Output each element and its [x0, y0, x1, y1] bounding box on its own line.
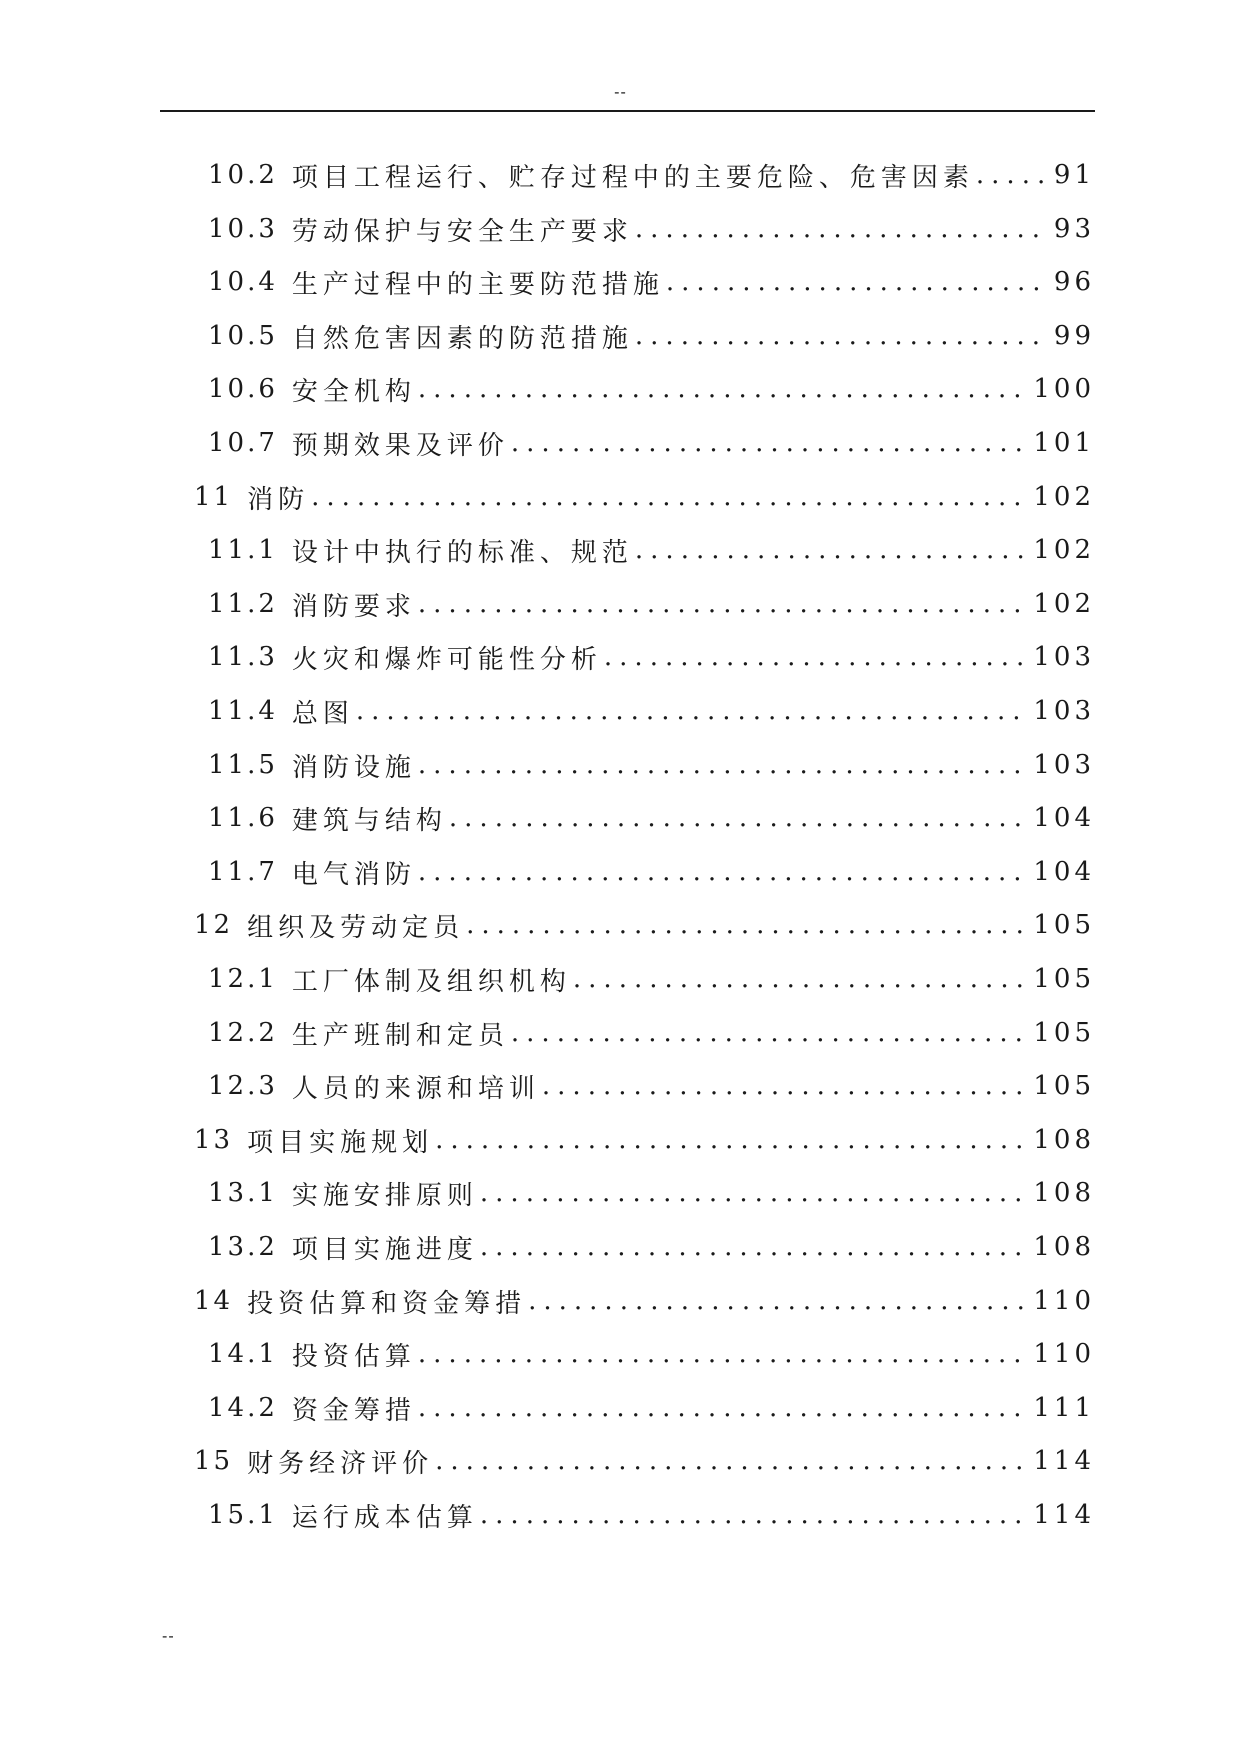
toc-entry-page-number: 114	[1033, 1500, 1095, 1530]
toc-entry-number: 10.2	[208, 160, 278, 190]
toc-entry-number: 12.1	[208, 964, 278, 994]
toc-entry-number: 13.1	[208, 1178, 278, 1208]
toc-dot-leader	[418, 589, 1027, 619]
toc-entry-title: 劳动保护与安全生产要求	[291, 216, 633, 247]
toc-entry-number: 15.1	[208, 1500, 278, 1530]
toc-entry-title: 火灾和爆炸可能性分析	[291, 644, 602, 675]
toc-entry[interactable]	[208, 1066, 1095, 1106]
toc-entry[interactable]	[208, 262, 1095, 302]
toc-entry-title: 自然危害因素的防范措施	[291, 323, 633, 354]
toc-dot-leader	[480, 1500, 1027, 1530]
toc-entry-title: 实施安排原则	[291, 1180, 478, 1211]
toc-entry-page-number: 111	[1033, 1393, 1095, 1423]
toc-entry-page-number: 103	[1033, 642, 1095, 672]
toc-entry-page-number: 102	[1033, 535, 1095, 565]
toc-entry[interactable]	[208, 423, 1095, 463]
toc-entry-title: 项目实施规划	[247, 1127, 434, 1158]
toc-dot-leader	[511, 1018, 1027, 1048]
toc-entry-page-number: 102	[1033, 482, 1095, 512]
toc-entry[interactable]	[208, 155, 1095, 195]
toc-entry-number: 13	[194, 1125, 234, 1155]
toc-entry-title: 建筑与结构	[291, 805, 447, 836]
toc-entry-number: 11.4	[208, 696, 278, 726]
toc-dot-leader	[435, 1446, 1027, 1476]
toc-dot-leader	[542, 1071, 1027, 1101]
toc-entry-number: 13.2	[208, 1232, 278, 1262]
toc-entry-title: 项目工程运行、贮存过程中的主要危险、危害因素	[291, 162, 974, 193]
toc-entry-page-number: 105	[1033, 1071, 1095, 1101]
toc-entry-title: 投资估算和资金筹措	[247, 1288, 527, 1319]
toc-entry[interactable]	[194, 1281, 1095, 1321]
toc-entry-title: 消防设施	[291, 752, 416, 783]
toc-entry-page-number: 104	[1033, 857, 1095, 887]
toc-entry[interactable]	[194, 1441, 1095, 1481]
toc-dot-leader	[635, 321, 1048, 351]
toc-dot-leader	[635, 535, 1027, 565]
toc-dot-leader	[635, 214, 1048, 244]
toc-dot-leader	[573, 964, 1027, 994]
toc-dot-leader	[311, 482, 1027, 512]
toc-entry-page-number: 93	[1053, 214, 1095, 244]
toc-entry[interactable]	[208, 798, 1095, 838]
toc-entry[interactable]	[208, 691, 1095, 731]
toc-entry-page-number: 101	[1033, 428, 1095, 458]
toc-entry-number: 10.4	[208, 267, 278, 297]
toc-entry-number: 11.2	[208, 589, 278, 619]
toc-entry-number: 14.2	[208, 1393, 278, 1423]
toc-entry[interactable]	[208, 209, 1095, 249]
page-header-mark: --	[614, 84, 627, 101]
toc-entry-title: 项目实施进度	[291, 1234, 478, 1265]
toc-entry-title: 总图	[291, 698, 354, 729]
toc-dot-leader	[480, 1232, 1027, 1262]
toc-entry-page-number: 99	[1053, 321, 1095, 351]
toc-dot-leader	[480, 1178, 1027, 1208]
toc-entry[interactable]	[208, 1388, 1095, 1428]
toc-entry-title: 消防要求	[291, 591, 416, 622]
toc-dot-leader	[418, 374, 1027, 404]
toc-entry-page-number: 108	[1033, 1125, 1095, 1155]
toc-entry-page-number: 103	[1033, 750, 1095, 780]
toc-entry-page-number: 110	[1033, 1286, 1095, 1316]
toc-entry-page-number: 114	[1033, 1446, 1095, 1476]
toc-entry-page-number: 103	[1033, 696, 1095, 726]
toc-entry-number: 11.6	[208, 803, 278, 833]
toc-dot-leader	[356, 696, 1027, 726]
toc-entry-page-number: 105	[1033, 1018, 1095, 1048]
toc-entry[interactable]	[208, 745, 1095, 785]
toc-entry-title: 财务经济评价	[247, 1448, 434, 1479]
toc-entry-title: 资金筹措	[291, 1395, 416, 1426]
toc-entry[interactable]	[208, 637, 1095, 677]
toc-entry[interactable]	[208, 852, 1095, 892]
toc-entry-number: 15	[194, 1446, 234, 1476]
toc-entry-number: 11.7	[208, 857, 278, 887]
toc-entry-page-number: 108	[1033, 1178, 1095, 1208]
toc-entry[interactable]	[208, 1013, 1095, 1053]
toc-entry-number: 11.5	[208, 750, 278, 780]
toc-entry-number: 11.1	[208, 535, 278, 565]
toc-entry-number: 14.1	[208, 1339, 278, 1369]
toc-entry-number: 12	[194, 910, 234, 940]
toc-entry-title: 安全机构	[291, 376, 416, 407]
toc-entry-page-number: 96	[1053, 267, 1095, 297]
toc-entry-title: 组织及劳动定员	[247, 912, 465, 943]
toc-entry-page-number: 102	[1033, 589, 1095, 619]
toc-entry-title: 生产过程中的主要防范措施	[291, 269, 664, 300]
toc-dot-leader	[666, 267, 1048, 297]
toc-entry-number: 11.3	[208, 642, 278, 672]
toc-entry-title: 设计中执行的标准、规范	[291, 537, 633, 568]
toc-entry-number: 10.3	[208, 214, 278, 244]
toc-entry-title: 电气消防	[291, 859, 416, 890]
toc-entry-title: 运行成本估算	[291, 1502, 478, 1533]
toc-dot-leader	[466, 910, 1027, 940]
toc-entry-number: 12.2	[208, 1018, 278, 1048]
toc-entry-page-number: 104	[1033, 803, 1095, 833]
toc-dot-leader	[418, 750, 1027, 780]
toc-entry-page-number: 105	[1033, 910, 1095, 940]
toc-entry[interactable]	[208, 369, 1095, 409]
toc-entry[interactable]	[208, 584, 1095, 624]
toc-entry-page-number: 110	[1033, 1339, 1095, 1369]
toc-entry[interactable]	[208, 316, 1095, 356]
toc-entry[interactable]	[208, 959, 1095, 999]
toc-entry[interactable]	[208, 530, 1095, 570]
toc-entry-number: 11	[194, 482, 234, 512]
toc-entry-title: 人员的来源和培训	[291, 1073, 540, 1104]
toc-entry[interactable]	[194, 477, 1095, 517]
toc-entry-title: 投资估算	[291, 1341, 416, 1372]
toc-entry-title: 工厂体制及组织机构	[291, 966, 571, 997]
toc-entry-title: 消防	[247, 484, 310, 515]
toc-entry-page-number: 105	[1033, 964, 1095, 994]
toc-entry[interactable]	[194, 905, 1095, 945]
toc-entry-number: 12.3	[208, 1071, 278, 1101]
toc-dot-leader	[511, 428, 1027, 458]
header-divider	[160, 110, 1095, 112]
toc-entry[interactable]	[208, 1495, 1095, 1535]
toc-dot-leader	[449, 803, 1027, 833]
toc-entry[interactable]	[208, 1227, 1095, 1267]
toc-entry-number: 10.6	[208, 374, 278, 404]
toc-entry-page-number: 100	[1033, 374, 1095, 404]
toc-entry[interactable]	[208, 1334, 1095, 1374]
toc-entry-page-number: 91	[1053, 160, 1095, 190]
toc-entry-number: 10.7	[208, 428, 278, 458]
toc-entry-page-number: 108	[1033, 1232, 1095, 1262]
toc-dot-leader	[418, 1393, 1027, 1423]
toc-dot-leader	[435, 1125, 1027, 1155]
toc-entry-title: 预期效果及评价	[291, 430, 509, 461]
toc-dot-leader	[528, 1286, 1027, 1316]
toc-entry[interactable]	[194, 1120, 1095, 1160]
toc-entry-number: 10.5	[208, 321, 278, 351]
toc-entry-number: 14	[194, 1286, 234, 1316]
toc-dot-leader	[604, 642, 1027, 672]
toc-entry[interactable]	[208, 1173, 1095, 1213]
toc-dot-leader	[418, 857, 1027, 887]
page-footer-mark: --	[162, 1628, 175, 1645]
toc-entry-title: 生产班制和定员	[291, 1020, 509, 1051]
toc-dot-leader	[418, 1339, 1027, 1369]
toc-dot-leader	[976, 160, 1048, 190]
